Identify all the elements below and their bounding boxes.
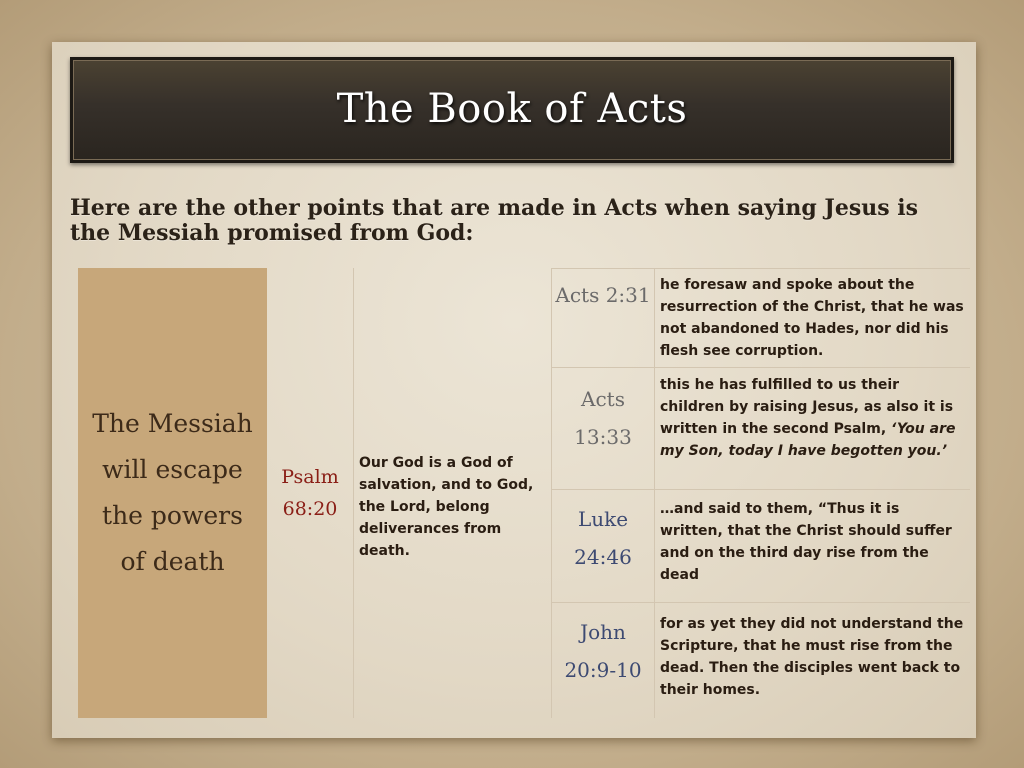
row-1-verse: he foresaw and spoke about the resurrection of the Christ, that he was not abandoned to Hades, nor did his flesh see corruption. [655,268,970,368]
scripture-table [78,268,970,718]
row-2-verse [655,368,970,490]
row-4-reference: John 20:9-10 [552,603,655,718]
row-2-reference: Acts 13:33 [552,368,655,490]
concept-cell: The Messiah will escape the powers of death [78,268,267,718]
row-1-reference: Acts 2:31 [552,268,655,368]
row-3-reference: Luke 24:46 [552,490,655,603]
psalm-quote: Our God is a God of salvation, and to God, the Lord, belong deliverances from death. [359,455,534,559]
row-2-verse-italic: ‘You are my Son, today I have begotten you.’ [660,421,956,459]
psalm-text [354,268,552,718]
title-banner [70,57,954,163]
row-2-verse-text: this he has fulfilled to us their children by raising Jesus, as also it is written in the second Psalm, [660,377,954,437]
slide-title: The Book of Acts [336,86,688,132]
intro-heading: Here are the other points that are made in Acts when saying Jesus is the Messiah promised from God: [70,195,919,246]
row-4-verse: for as yet they did not understand the Scripture, that he must rise from the dead. Then the disciples went back to their homes. [660,616,964,698]
row-3-verse: …and said to them, “Thus it is written, that the Christ should suffer and on the third day rise from the dead [655,490,970,603]
psalm-reference: Psalm 68:20 [267,268,354,718]
